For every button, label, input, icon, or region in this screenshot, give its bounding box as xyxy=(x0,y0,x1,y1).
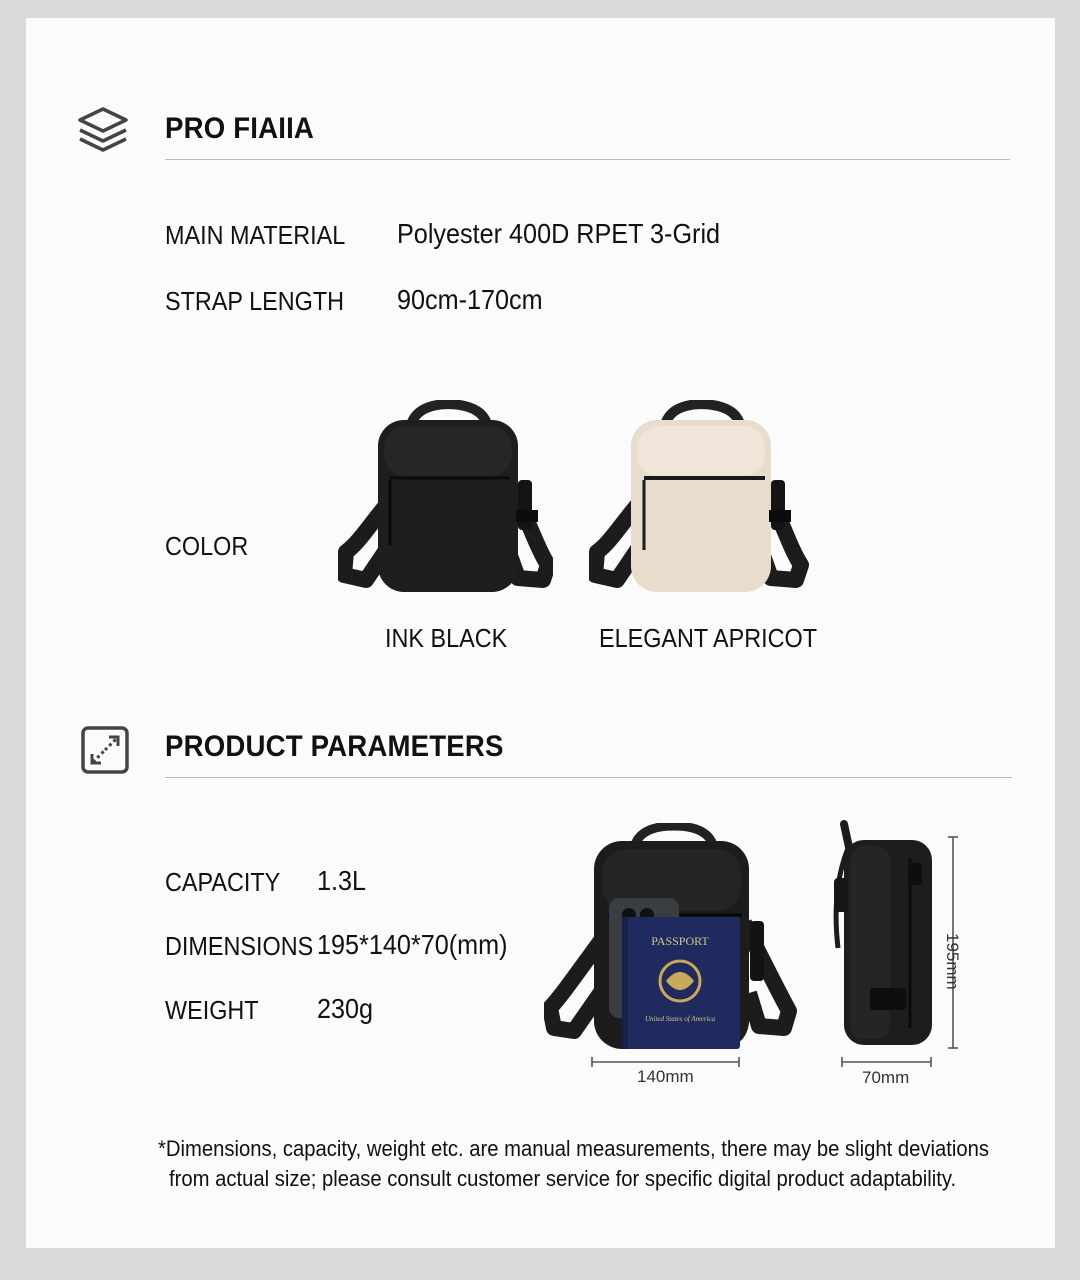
spec-card xyxy=(26,18,1055,1248)
divider xyxy=(165,159,1010,160)
strap-length-value: 90cm-170cm xyxy=(397,284,543,315)
layers-icon xyxy=(76,106,130,154)
depth-dimension-line xyxy=(841,1055,933,1069)
capacity-value: 1.3L xyxy=(317,865,367,896)
depth-dimension-label: 70mm xyxy=(862,1068,910,1087)
ink-black-bag-image xyxy=(338,400,553,600)
footnote-line-1: *Dimensions, capacity, weight etc. are manual measurements, there may be slight deviations xyxy=(158,1136,989,1161)
front-bag-image xyxy=(544,823,799,1053)
main-material-value: Polyester 400D RPET 3-Grid xyxy=(397,218,721,249)
footnote-line-2: from actual size; please consult customer service for specific digital product adaptability. xyxy=(169,1166,957,1191)
strap-length-label: STRAP LENGTH xyxy=(165,286,345,316)
divider xyxy=(165,777,1012,778)
color-name-elegant-apricot: ELEGANT APRICOT xyxy=(599,623,818,653)
weight-value: 230g xyxy=(317,993,374,1024)
weight-label: WEIGHT xyxy=(165,995,259,1025)
color-name-ink-black: INK BLACK xyxy=(385,623,508,653)
section-title-parameters: PRODUCT PARAMETERS xyxy=(165,730,504,763)
passport-title: PASSPORT xyxy=(651,934,709,948)
color-label: COLOR xyxy=(165,531,249,561)
side-bag-image xyxy=(826,818,936,1050)
dimensions-value: 195*140*70(mm) xyxy=(317,929,508,960)
dimensions-label: DIMENSIONS xyxy=(165,931,314,961)
elegant-apricot-bag-image xyxy=(589,400,809,600)
width-dimension-label: 140mm xyxy=(637,1067,694,1086)
section-title-material: PRO FIAIIA xyxy=(165,112,315,145)
passport-subtitle: United States of America xyxy=(644,1015,716,1023)
height-dimension-label: 195mm xyxy=(943,933,962,990)
resize-arrows-icon xyxy=(81,726,129,774)
capacity-label: CAPACITY xyxy=(165,867,281,897)
main-material-label: MAIN MATERIAL xyxy=(165,220,346,250)
